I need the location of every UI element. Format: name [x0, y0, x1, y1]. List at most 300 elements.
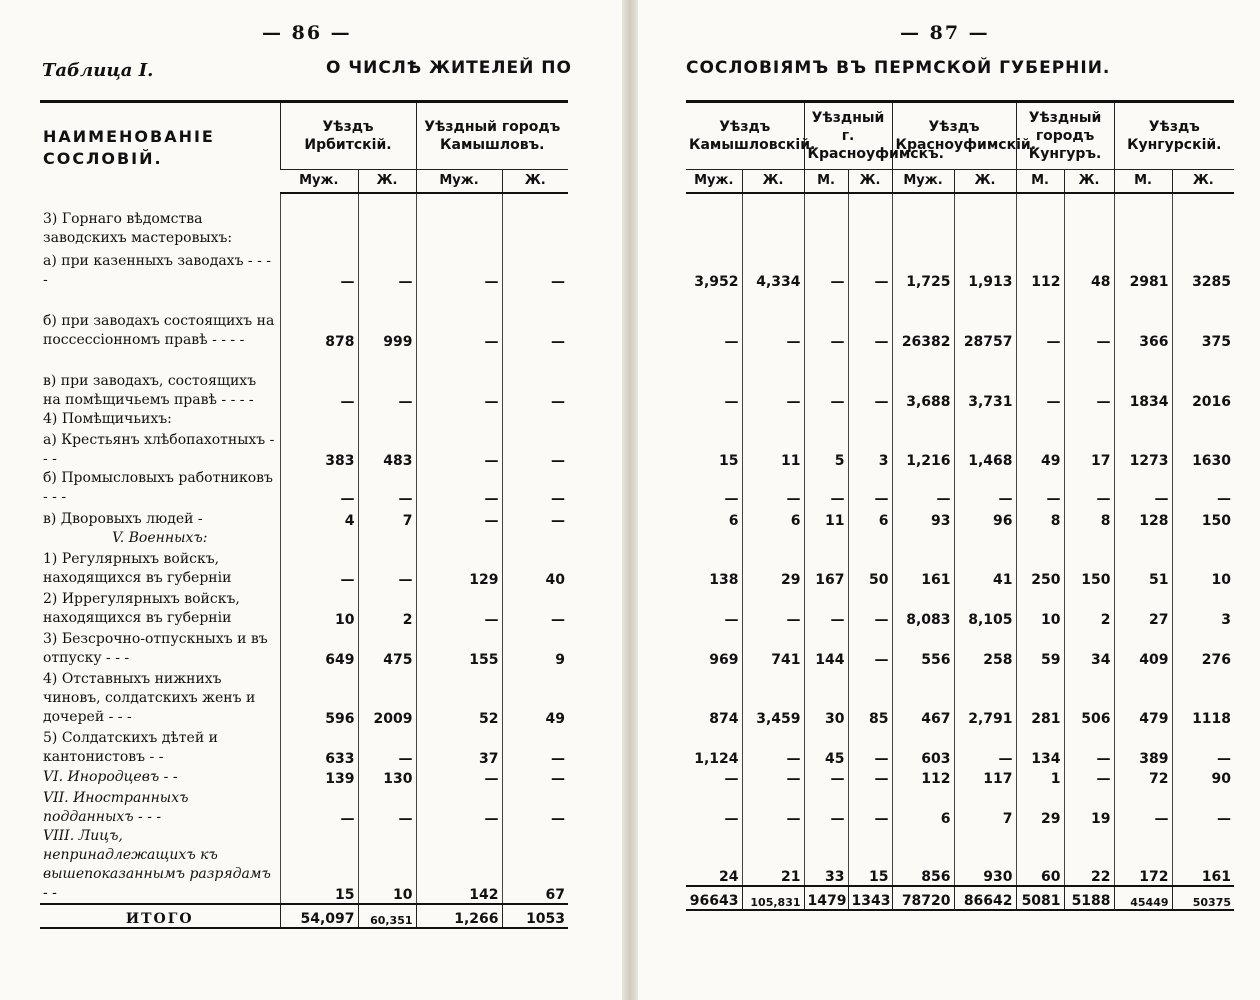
value-cell: — — [848, 248, 892, 290]
value-cell: 250 — [1016, 548, 1064, 588]
value-cell: 1,725 — [892, 248, 954, 290]
value-cell: 45 — [804, 727, 848, 767]
table-row — [40, 290, 568, 350]
sub-header: Муж. — [686, 170, 742, 194]
value-cell: 506 — [1064, 668, 1114, 727]
value-cell: 4 — [280, 507, 358, 529]
value-cell — [1064, 529, 1114, 548]
category-label: б) при заводахъ состоящихъ на поссессіонномъ правѣ - - - - — [43, 313, 275, 348]
table-row — [40, 548, 568, 588]
value-cell — [804, 410, 848, 429]
value-cell: — — [1114, 787, 1172, 827]
page-number: — 86 — — [262, 22, 352, 44]
category-label: VII. Иностранныхъ подданныхъ - - - — [43, 790, 189, 825]
value-cell — [502, 410, 568, 429]
value-cell: — — [1064, 727, 1114, 767]
value-cell: 15 — [848, 827, 892, 886]
sub-header-female: Ж. — [358, 170, 416, 194]
value-cell — [1114, 529, 1172, 548]
value-cell: 17 — [1064, 429, 1114, 469]
table-row — [686, 767, 1234, 787]
value-cell: 878 — [280, 290, 358, 350]
value-cell: 2016 — [1172, 350, 1234, 410]
value-cell: 161 — [1172, 827, 1234, 886]
value-cell: 1118 — [1172, 668, 1234, 727]
value-cell — [280, 410, 358, 429]
value-cell — [848, 208, 892, 248]
value-cell: 741 — [742, 628, 804, 668]
value-cell: 1,913 — [954, 248, 1016, 290]
value-cell: 90 — [1172, 767, 1234, 787]
value-cell: 7 — [358, 507, 416, 529]
value-cell: 172 — [1114, 827, 1172, 886]
table-row — [40, 248, 568, 290]
table-row — [40, 787, 568, 827]
value-cell: 155 — [416, 628, 502, 668]
table-row — [686, 410, 1234, 429]
value-cell: 139 — [280, 767, 358, 787]
value-cell — [416, 208, 502, 248]
value-cell: 389 — [1114, 727, 1172, 767]
value-cell: 10 — [358, 827, 416, 904]
value-cell: 27 — [1114, 588, 1172, 628]
value-cell: — — [742, 767, 804, 787]
value-cell: 383 — [280, 429, 358, 469]
sub-header: М. — [804, 170, 848, 194]
value-cell: — — [1172, 787, 1234, 827]
value-cell — [1172, 208, 1234, 248]
value-cell: 3,731 — [954, 350, 1016, 410]
value-cell: 37 — [416, 727, 502, 767]
total-cell: 96643 — [686, 886, 742, 910]
value-cell: — — [358, 727, 416, 767]
value-cell: — — [1016, 290, 1064, 350]
table-row — [686, 628, 1234, 668]
sub-header-male: Муж. — [280, 170, 358, 194]
value-cell: 59 — [1016, 628, 1064, 668]
sub-header: Ж. — [954, 170, 1016, 194]
value-cell — [1064, 410, 1114, 429]
table-row — [686, 668, 1234, 727]
table-row — [686, 507, 1234, 529]
table-row — [40, 507, 568, 529]
value-cell: 29 — [1016, 787, 1064, 827]
value-cell: 479 — [1114, 668, 1172, 727]
col-group-header: Уѣздъ Ирбитскій. — [280, 102, 416, 170]
value-cell: 11 — [742, 429, 804, 469]
value-cell: — — [804, 588, 848, 628]
sub-header: М. — [1114, 170, 1172, 194]
value-cell: 72 — [1114, 767, 1172, 787]
total-cell: 45449 — [1114, 886, 1172, 910]
value-cell: 10 — [1172, 548, 1234, 588]
value-cell: 9 — [502, 628, 568, 668]
value-cell: — — [742, 469, 804, 507]
value-cell: — — [416, 469, 502, 507]
value-cell: — — [502, 767, 568, 787]
value-cell: — — [1016, 469, 1064, 507]
total-cell: 78720 — [892, 886, 954, 910]
value-cell: — — [1172, 469, 1234, 507]
value-cell: 26382 — [892, 290, 954, 350]
col-group-header: Уѣздный городъ Кунгуръ. — [1016, 102, 1114, 170]
total-cell: 86642 — [954, 886, 1016, 910]
table-row — [40, 410, 568, 429]
value-cell — [358, 410, 416, 429]
value-cell: 150 — [1172, 507, 1234, 529]
total-cell: 1053 — [502, 904, 568, 928]
value-cell: — — [358, 469, 416, 507]
value-cell: — — [1064, 350, 1114, 410]
col-group-header: Уѣздный городъ Камышловъ. — [416, 102, 568, 170]
value-cell — [954, 208, 1016, 248]
value-cell: — — [1172, 727, 1234, 767]
category-label: а) Крестьянъ хлѣбопахотныхъ - - - — [43, 432, 275, 467]
value-cell: 2981 — [1114, 248, 1172, 290]
value-cell — [416, 529, 502, 548]
value-cell: 24 — [719, 869, 739, 885]
value-cell: 8,105 — [954, 588, 1016, 628]
value-cell: — — [724, 491, 739, 507]
value-cell: — — [358, 787, 416, 827]
category-label: 5) Солдатскихъ дѣтей и кантонистовъ - - — [43, 730, 218, 765]
value-cell: 258 — [954, 628, 1016, 668]
value-cell: — — [804, 290, 848, 350]
value-cell: — — [742, 727, 804, 767]
value-cell: 603 — [892, 727, 954, 767]
value-cell — [1172, 410, 1234, 429]
value-cell: — — [280, 787, 358, 827]
sub-header-female: Ж. — [502, 170, 568, 194]
total-cell: 5188 — [1064, 886, 1114, 910]
total-label: ИТОГО — [40, 904, 280, 928]
col-group-header: Уѣздъ Кунгурскій. — [1114, 102, 1234, 170]
value-cell: — — [502, 588, 568, 628]
value-cell: 6 — [742, 507, 804, 529]
value-cell: 112 — [892, 767, 954, 787]
value-cell: 969 — [709, 652, 739, 668]
value-cell: 33 — [804, 827, 848, 886]
value-cell: — — [848, 628, 892, 668]
value-cell: 21 — [742, 827, 804, 886]
value-cell: 93 — [892, 507, 954, 529]
value-cell: 30 — [804, 668, 848, 727]
value-cell: 8,083 — [892, 588, 954, 628]
value-cell — [848, 529, 892, 548]
category-label: 2) Иррегулярныхъ войскъ, находящихся въ губерніи — [43, 591, 240, 626]
value-cell: — — [848, 290, 892, 350]
col-group-header: Уѣздъ Красноуфимскій. — [892, 102, 1016, 170]
total-cell: 54,097 — [280, 904, 358, 928]
category-label: в) Дворовыхъ людей - — [43, 511, 203, 527]
value-cell: 144 — [804, 628, 848, 668]
value-cell: 409 — [1114, 628, 1172, 668]
value-cell: 556 — [892, 628, 954, 668]
population-table-left — [40, 100, 568, 929]
value-cell: 52 — [416, 668, 502, 727]
totals-row — [686, 886, 1234, 910]
value-cell: — — [502, 727, 568, 767]
value-cell: — — [502, 429, 568, 469]
table-row — [40, 529, 568, 548]
value-cell: 3 — [848, 429, 892, 469]
value-cell: — — [416, 588, 502, 628]
value-cell: 596 — [280, 668, 358, 727]
sub-header: Ж. — [1172, 170, 1234, 194]
value-cell — [1114, 208, 1172, 248]
value-cell — [742, 410, 804, 429]
value-cell: 999 — [358, 290, 416, 350]
value-cell: — — [804, 248, 848, 290]
table-row — [686, 429, 1234, 469]
value-cell: 6 — [728, 513, 739, 529]
value-cell: 276 — [1172, 628, 1234, 668]
value-cell: 856 — [892, 827, 954, 886]
value-cell: 475 — [358, 628, 416, 668]
sub-header: М. — [1016, 170, 1064, 194]
value-cell: — — [954, 727, 1016, 767]
value-cell — [892, 208, 954, 248]
value-cell: 1834 — [1114, 350, 1172, 410]
value-cell: — — [416, 290, 502, 350]
value-cell — [280, 208, 358, 248]
value-cell: 3,459 — [742, 668, 804, 727]
sub-header-male: Муж. — [416, 170, 502, 194]
table-row — [686, 208, 1234, 248]
value-cell: 10 — [1016, 588, 1064, 628]
category-label: V. Военныхъ: — [112, 530, 208, 546]
population-table-right — [686, 100, 1234, 911]
value-cell: 28757 — [954, 290, 1016, 350]
total-cell: 105,831 — [742, 886, 804, 910]
value-cell — [848, 410, 892, 429]
value-cell — [686, 529, 742, 548]
total-cell: 1,266 — [416, 904, 502, 928]
value-cell: 10 — [280, 588, 358, 628]
col-group-header: Уѣздъ Камышловскій. — [686, 102, 804, 170]
col-group-header: Уѣздный г. Красноуфимскъ. — [804, 102, 892, 170]
value-cell: — — [1064, 469, 1114, 507]
value-cell: 633 — [280, 727, 358, 767]
value-cell: 34 — [1064, 628, 1114, 668]
value-cell: — — [724, 334, 739, 350]
value-cell — [892, 529, 954, 548]
value-cell: 50 — [848, 548, 892, 588]
value-cell — [1064, 208, 1114, 248]
value-cell: 3 — [1172, 588, 1234, 628]
value-cell: — — [416, 507, 502, 529]
value-cell — [1016, 529, 1064, 548]
value-cell: 375 — [1172, 290, 1234, 350]
total-cell: 60,351 — [358, 904, 416, 928]
value-cell: 29 — [742, 548, 804, 588]
total-cell: 1343 — [848, 886, 892, 910]
value-cell: 129 — [416, 548, 502, 588]
value-cell: 2 — [1064, 588, 1114, 628]
value-cell — [686, 208, 742, 248]
value-cell: 49 — [502, 668, 568, 727]
table-row — [40, 350, 568, 410]
value-cell: — — [416, 787, 502, 827]
value-cell: 2009 — [358, 668, 416, 727]
value-cell: — — [280, 350, 358, 410]
value-cell: — — [848, 469, 892, 507]
sub-header: Муж. — [892, 170, 954, 194]
value-cell: — — [416, 350, 502, 410]
value-cell: 874 — [709, 711, 739, 727]
table-row — [686, 248, 1234, 290]
table-row — [40, 668, 568, 727]
value-cell: — — [502, 469, 568, 507]
value-cell: 41 — [954, 548, 1016, 588]
value-cell: — — [848, 727, 892, 767]
value-cell: — — [280, 469, 358, 507]
table-row — [40, 827, 568, 904]
value-cell: 4,334 — [742, 248, 804, 290]
sub-header: Ж. — [1064, 170, 1114, 194]
value-cell — [892, 410, 954, 429]
value-cell: 51 — [1114, 548, 1172, 588]
value-cell: 11 — [804, 507, 848, 529]
value-cell: 1,216 — [892, 429, 954, 469]
value-cell: 85 — [848, 668, 892, 727]
value-cell: 48 — [1064, 248, 1114, 290]
value-cell: — — [742, 588, 804, 628]
value-cell: 167 — [804, 548, 848, 588]
value-cell: — — [416, 767, 502, 787]
value-cell: — — [1064, 290, 1114, 350]
total-cell: 1479 — [804, 886, 848, 910]
table-title-part1: О ЧИСЛѢ ЖИТЕЛЕЙ ПО — [326, 58, 572, 78]
value-cell: — — [502, 290, 568, 350]
estates-header: НАИМЕНОВАНІЕ СОСЛОВІЙ. — [40, 102, 280, 194]
value-cell: 1,124 — [694, 751, 739, 767]
category-label: 1) Регулярныхъ войскъ, находящихся въ губерніи — [43, 551, 232, 586]
table-row — [686, 529, 1234, 548]
value-cell: 142 — [416, 827, 502, 904]
value-cell: — — [848, 350, 892, 410]
spacer-row — [40, 193, 568, 208]
value-cell: — — [416, 248, 502, 290]
value-cell: — — [724, 394, 739, 410]
totals-row — [40, 904, 568, 928]
table-row — [686, 350, 1234, 410]
value-cell: 2 — [358, 588, 416, 628]
value-cell: 8 — [1016, 507, 1064, 529]
value-cell: — — [724, 771, 739, 787]
value-cell — [954, 410, 1016, 429]
value-cell: 6 — [892, 787, 954, 827]
table-row — [40, 727, 568, 767]
category-label: 4) Отставныхъ нижнихъ чиновъ, солдатскихъ женъ и дочерей - - - — [43, 671, 256, 725]
spacer-row — [686, 193, 1234, 208]
category-label: б) Промысловыхъ работниковъ - - - — [43, 470, 273, 505]
value-cell: 22 — [1064, 827, 1114, 886]
value-cell: — — [280, 548, 358, 588]
value-cell: — — [502, 507, 568, 529]
value-cell — [742, 208, 804, 248]
value-cell: — — [358, 548, 416, 588]
value-cell — [358, 208, 416, 248]
value-cell: 150 — [1064, 548, 1114, 588]
value-cell — [416, 410, 502, 429]
total-cell: 5081 — [1016, 886, 1064, 910]
value-cell: 128 — [1114, 507, 1172, 529]
value-cell — [804, 208, 848, 248]
value-cell: 8 — [1064, 507, 1114, 529]
value-cell: 117 — [954, 767, 1016, 787]
value-cell: — — [892, 469, 954, 507]
page-left — [0, 0, 622, 1000]
value-cell: — — [954, 469, 1016, 507]
value-cell: — — [502, 787, 568, 827]
value-cell: — — [358, 248, 416, 290]
value-cell: — — [804, 350, 848, 410]
table-title-part2: СОСЛОВІЯМЪ ВЪ ПЕРМСКОЙ ГУБЕРНІИ. — [686, 58, 1111, 78]
category-label: 4) Помѣщичьихъ: — [43, 411, 172, 427]
table-row — [686, 588, 1234, 628]
category-label: 3) Безсрочно-отпускныхъ и въ отпуску - - - — [43, 631, 268, 666]
sub-header: Ж. — [848, 170, 892, 194]
value-cell: 67 — [502, 827, 568, 904]
value-cell: 1 — [1016, 767, 1064, 787]
value-cell: — — [358, 350, 416, 410]
value-cell: — — [804, 469, 848, 507]
table-row — [40, 628, 568, 668]
value-cell: — — [848, 767, 892, 787]
value-cell — [742, 529, 804, 548]
value-cell — [1016, 410, 1064, 429]
value-cell: 5 — [804, 429, 848, 469]
value-cell: — — [848, 588, 892, 628]
table-row — [40, 588, 568, 628]
value-cell: 134 — [1016, 727, 1064, 767]
value-cell: 19 — [1064, 787, 1114, 827]
value-cell: — — [1064, 767, 1114, 787]
value-cell: 3285 — [1172, 248, 1234, 290]
value-cell: 60 — [1016, 827, 1064, 886]
category-label: VI. Инородцевъ - - — [43, 769, 178, 785]
value-cell — [804, 529, 848, 548]
value-cell: 1630 — [1172, 429, 1234, 469]
value-cell: 7 — [954, 787, 1016, 827]
category-label: в) при заводахъ, состоящихъ на помѣщичьемъ правѣ - - - - — [43, 373, 257, 408]
table-row — [686, 727, 1234, 767]
value-cell: — — [724, 612, 739, 628]
value-cell — [502, 529, 568, 548]
value-cell: 281 — [1016, 668, 1064, 727]
value-cell: 15 — [280, 827, 358, 904]
value-cell: 6 — [848, 507, 892, 529]
table-row — [686, 469, 1234, 507]
value-cell: — — [742, 290, 804, 350]
value-cell: — — [804, 767, 848, 787]
table-row — [40, 429, 568, 469]
sub-header: Ж. — [742, 170, 804, 194]
value-cell — [686, 410, 742, 429]
value-cell: — — [280, 248, 358, 290]
value-cell: — — [742, 787, 804, 827]
value-cell: 130 — [358, 767, 416, 787]
value-cell — [954, 529, 1016, 548]
table-row — [686, 787, 1234, 827]
category-label: 3) Горнаго вѣдомства заводскихъ мастеровыхъ: — [43, 211, 233, 246]
value-cell: 483 — [358, 429, 416, 469]
value-cell: 138 — [709, 572, 739, 588]
value-cell: 40 — [502, 548, 568, 588]
page-number: — 87 — — [900, 22, 990, 44]
table-row — [40, 208, 568, 248]
